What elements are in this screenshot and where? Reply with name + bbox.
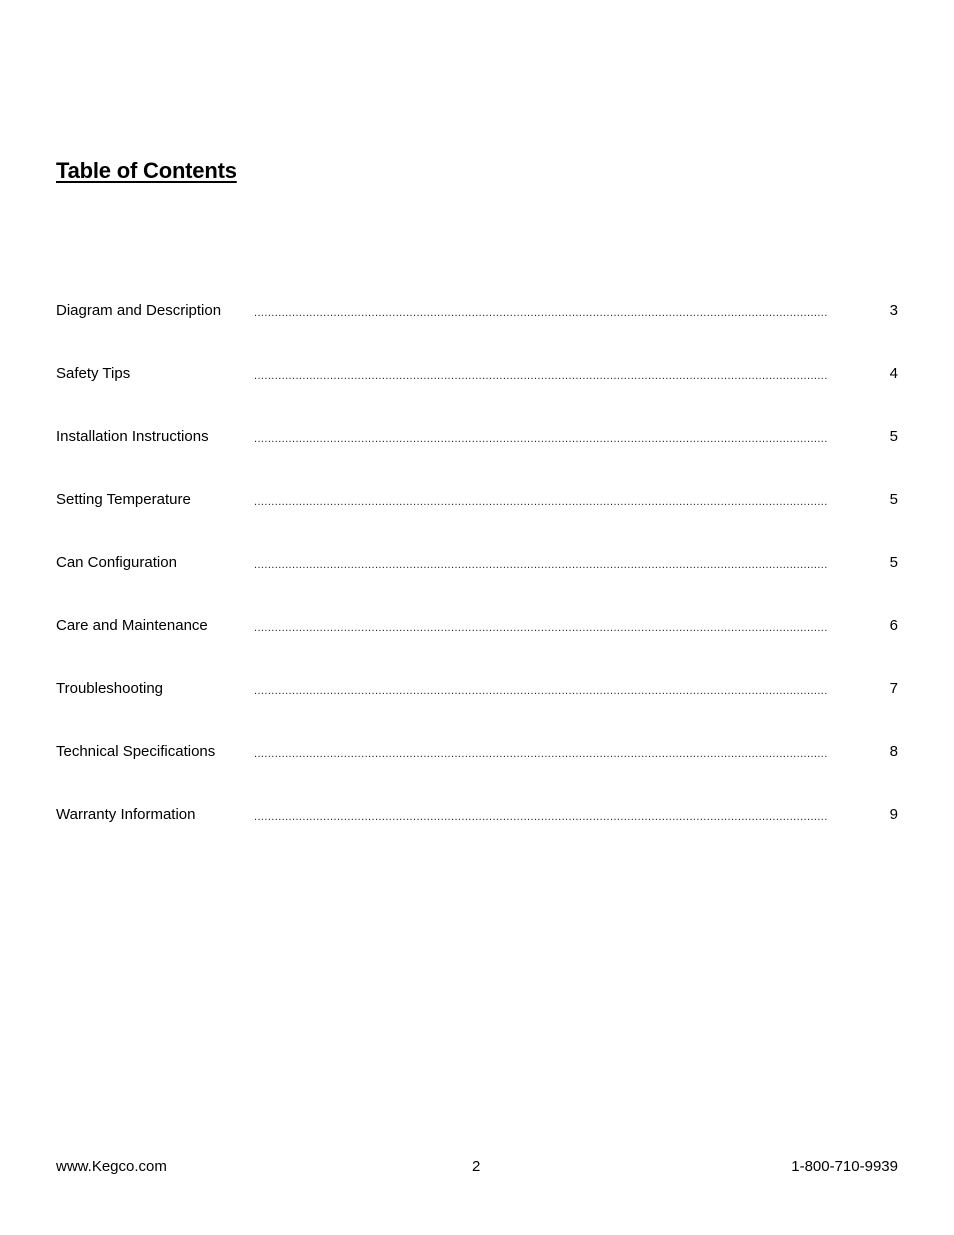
toc-entry-care-and-maintenance[interactable] [56,613,898,676]
toc-dot-leader: ...................................................................................................................................................................... [254,748,828,760]
toc-dot-leader: ...................................................................................................................................................................... [254,811,828,823]
toc-entry-label: Care and Maintenance [56,617,208,634]
table-of-contents [56,298,898,865]
toc-entry-installation-instructions[interactable] [56,424,898,487]
footer-website[interactable]: www.Kegco.com [56,1158,167,1175]
toc-entry-page: 4 [889,365,898,382]
toc-entry-safety-tips[interactable] [56,361,898,424]
toc-entry-can-configuration[interactable] [56,550,898,613]
toc-dot-leader: ...................................................................................................................................................................... [254,307,828,319]
toc-dot-leader: ...................................................................................................................................................................... [254,559,828,571]
toc-entry-page: 5 [889,491,898,508]
toc-entry-page: 8 [889,743,898,760]
toc-dot-leader: ...................................................................................................................................................................... [254,622,828,634]
toc-entry-page: 6 [889,617,898,634]
toc-entry-page: 3 [889,302,898,319]
toc-entry-page: 5 [889,554,898,571]
toc-entry-label: Setting Temperature [56,491,191,508]
toc-dot-leader: ...................................................................................................................................................................... [254,685,828,697]
toc-entry-label: Installation Instructions [56,428,209,445]
page-footer [56,1156,898,1178]
toc-entry-page: 7 [889,680,898,697]
footer-page-number: 2 [472,1158,481,1175]
toc-entry-label: Diagram and Description [56,302,222,319]
toc-entry-label: Warranty Information [56,806,196,823]
page-title: Table of Contents [56,158,237,183]
toc-entry-label: Troubleshooting [56,680,164,697]
toc-dot-leader: ...................................................................................................................................................................... [254,433,828,445]
toc-entry-technical-specifications[interactable] [56,739,898,802]
toc-entry-label: Can Configuration [56,554,177,571]
toc-entry-setting-temperature[interactable] [56,487,898,550]
toc-entry-label: Safety Tips [56,365,131,382]
toc-entry-warranty-information[interactable] [56,802,898,865]
toc-entry-troubleshooting[interactable] [56,676,898,739]
toc-entry-page: 9 [889,806,898,823]
toc-entry-label: Technical Specifications [56,743,216,760]
toc-entry-page: 5 [889,428,898,445]
toc-entry-diagram-and-description[interactable] [56,298,898,361]
toc-dot-leader: ...................................................................................................................................................................... [254,496,828,508]
toc-dot-leader: ...................................................................................................................................................................... [254,370,828,382]
footer-phone: 1-800-710-9939 [791,1158,898,1175]
